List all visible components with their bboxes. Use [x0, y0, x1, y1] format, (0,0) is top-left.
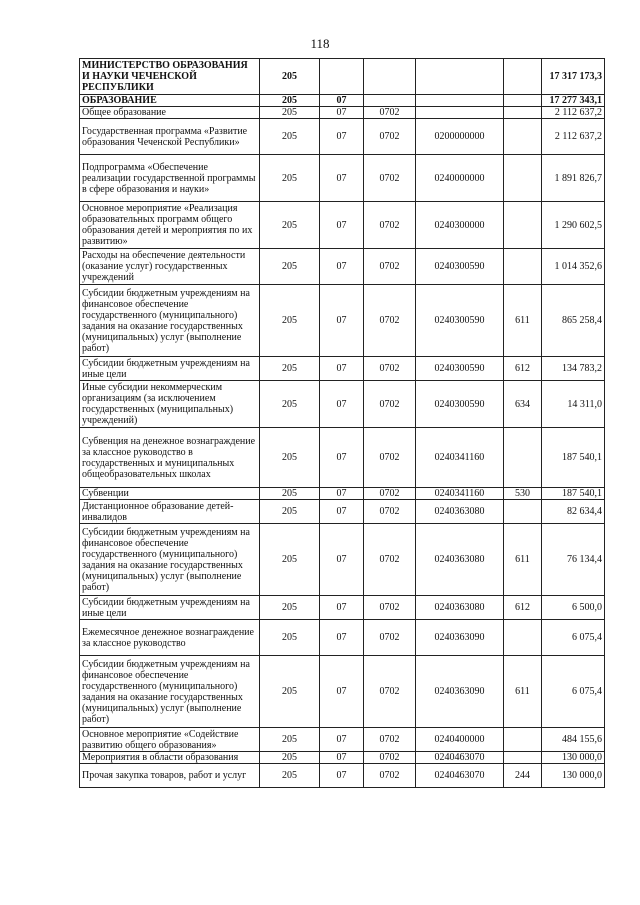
item-name-cell: Иные субсидии некоммерческим организациям (за исключением государственных (муниципальных) учреждений): [80, 381, 260, 428]
table-row: [80, 95, 605, 107]
table-row: [80, 202, 605, 249]
section-code-cell: 07: [320, 285, 364, 357]
target-article-code-cell: 0240363090: [416, 620, 504, 656]
subsection-code-cell: 0702: [364, 764, 416, 788]
subsection-code-cell: 0702: [364, 155, 416, 202]
amount-cell: 17 277 343,1: [542, 95, 605, 107]
item-name-cell: Субвенция на денежное вознаграждение за классное руководство в государственных и муниципальных общеобразовательных школах: [80, 428, 260, 488]
expense-type-code-cell: 611: [504, 285, 542, 357]
ved-code-cell: 205: [260, 596, 320, 620]
amount-cell: 1 014 352,6: [542, 249, 605, 285]
item-name-cell: Субсидии бюджетным учреждениям на иные цели: [80, 596, 260, 620]
section-code-cell: 07: [320, 764, 364, 788]
expense-type-code-cell: [504, 428, 542, 488]
subsection-code-cell: 0702: [364, 357, 416, 381]
section-code-cell: 07: [320, 500, 364, 524]
target-article-code-cell: [416, 107, 504, 119]
expense-type-code-cell: 612: [504, 357, 542, 381]
table-row: [80, 752, 605, 764]
expense-type-code-cell: 611: [504, 524, 542, 596]
expense-type-code-cell: [504, 728, 542, 752]
amount-cell: 17 317 173,3: [542, 59, 605, 95]
table-row: [80, 249, 605, 285]
item-name-cell: Субсидии бюджетным учреждениям на финансовое обеспечение государственного (муниципального) задания на оказание государственных (муниципальных) услуг (выполнение работ): [80, 524, 260, 596]
target-article-code-cell: 0240400000: [416, 728, 504, 752]
ved-code-cell: 205: [260, 524, 320, 596]
ved-code-cell: 205: [260, 249, 320, 285]
target-article-code-cell: 0240463070: [416, 764, 504, 788]
target-article-code-cell: 0240300590: [416, 285, 504, 357]
amount-cell: 82 634,4: [542, 500, 605, 524]
ved-code-cell: 205: [260, 107, 320, 119]
subsection-code-cell: [364, 59, 416, 95]
item-name-cell: Субвенции: [80, 488, 260, 500]
table-row: [80, 620, 605, 656]
subsection-code-cell: 0702: [364, 202, 416, 249]
item-name-cell: Субсидии бюджетным учреждениям на финансовое обеспечение государственного (муниципального) задания на оказание государственных (муниципальных) услуг (выполнение работ): [80, 656, 260, 728]
section-code-cell: 07: [320, 428, 364, 488]
ved-code-cell: 205: [260, 285, 320, 357]
target-article-code-cell: 0240300590: [416, 381, 504, 428]
subsection-code-cell: 0702: [364, 620, 416, 656]
budget-table-body: [80, 59, 605, 788]
expense-type-code-cell: 612: [504, 596, 542, 620]
item-name-cell: Дистанционное образование детей-инвалидов: [80, 500, 260, 524]
ved-code-cell: 205: [260, 620, 320, 656]
amount-cell: 14 311,0: [542, 381, 605, 428]
section-code-cell: 07: [320, 357, 364, 381]
ved-code-cell: 205: [260, 95, 320, 107]
subsection-code-cell: 0702: [364, 107, 416, 119]
target-article-code-cell: [416, 95, 504, 107]
subsection-code-cell: 0702: [364, 488, 416, 500]
amount-cell: 187 540,1: [542, 428, 605, 488]
amount-cell: 2 112 637,2: [542, 119, 605, 155]
item-name-cell: ОБРАЗОВАНИЕ: [80, 95, 260, 107]
item-name-cell: Основное мероприятие «Реализация образовательных программ общего образования детей и мероприятия по их развитию»: [80, 202, 260, 249]
amount-cell: 187 540,1: [542, 488, 605, 500]
expense-type-code-cell: [504, 107, 542, 119]
ved-code-cell: 205: [260, 728, 320, 752]
expense-type-code-cell: 634: [504, 381, 542, 428]
ved-code-cell: 205: [260, 764, 320, 788]
expense-type-code-cell: [504, 752, 542, 764]
expense-type-code-cell: [504, 119, 542, 155]
item-name-cell: Общее образование: [80, 107, 260, 119]
amount-cell: 130 000,0: [542, 764, 605, 788]
target-article-code-cell: 0200000000: [416, 119, 504, 155]
ved-code-cell: 205: [260, 381, 320, 428]
expense-type-code-cell: [504, 620, 542, 656]
subsection-code-cell: 0702: [364, 596, 416, 620]
expense-type-code-cell: [504, 155, 542, 202]
item-name-cell: Субсидии бюджетным учреждениям на иные цели: [80, 357, 260, 381]
table-row: [80, 656, 605, 728]
amount-cell: 6 500,0: [542, 596, 605, 620]
subsection-code-cell: 0702: [364, 119, 416, 155]
target-article-code-cell: 0240341160: [416, 428, 504, 488]
item-name-cell: Основное мероприятие «Содействие развитию общего образования»: [80, 728, 260, 752]
table-row: [80, 764, 605, 788]
subsection-code-cell: 0702: [364, 524, 416, 596]
section-code-cell: 07: [320, 752, 364, 764]
table-row: [80, 728, 605, 752]
target-article-code-cell: [416, 59, 504, 95]
ved-code-cell: 205: [260, 357, 320, 381]
subsection-code-cell: 0702: [364, 249, 416, 285]
amount-cell: 6 075,4: [542, 656, 605, 728]
amount-cell: 484 155,6: [542, 728, 605, 752]
section-code-cell: 07: [320, 596, 364, 620]
table-row: [80, 59, 605, 95]
section-code-cell: 07: [320, 249, 364, 285]
target-article-code-cell: 0240363080: [416, 500, 504, 524]
ved-code-cell: 205: [260, 656, 320, 728]
item-name-cell: Прочая закупка товаров, работ и услуг: [80, 764, 260, 788]
ved-code-cell: 205: [260, 500, 320, 524]
item-name-cell: МИНИСТЕРСТВО ОБРАЗОВАНИЯ И НАУКИ ЧЕЧЕНСКОЙ РЕСПУБЛИКИ: [80, 59, 260, 95]
amount-cell: 130 000,0: [542, 752, 605, 764]
amount-cell: 1 891 826,7: [542, 155, 605, 202]
expense-type-code-cell: [504, 249, 542, 285]
ved-code-cell: 205: [260, 59, 320, 95]
item-name-cell: Государственная программа «Развитие образования Чеченской Республики»: [80, 119, 260, 155]
expense-type-code-cell: 611: [504, 656, 542, 728]
target-article-code-cell: 0240363090: [416, 656, 504, 728]
table-row: [80, 488, 605, 500]
amount-cell: 6 075,4: [542, 620, 605, 656]
amount-cell: 134 783,2: [542, 357, 605, 381]
section-code-cell: 07: [320, 524, 364, 596]
table-row: [80, 155, 605, 202]
table-row: [80, 119, 605, 155]
subsection-code-cell: [364, 95, 416, 107]
amount-cell: 76 134,4: [542, 524, 605, 596]
expense-type-code-cell: [504, 95, 542, 107]
ved-code-cell: 205: [260, 119, 320, 155]
subsection-code-cell: 0702: [364, 285, 416, 357]
section-code-cell: 07: [320, 656, 364, 728]
table-row: [80, 107, 605, 119]
section-code-cell: 07: [320, 155, 364, 202]
table-row: [80, 428, 605, 488]
expense-type-code-cell: 530: [504, 488, 542, 500]
section-code-cell: 07: [320, 202, 364, 249]
target-article-code-cell: 0240300590: [416, 249, 504, 285]
item-name-cell: Подпрограмма «Обеспечение реализации государственной программы в сфере образования и науки»: [80, 155, 260, 202]
ved-code-cell: 205: [260, 155, 320, 202]
page-number: 118: [310, 36, 330, 51]
target-article-code-cell: 0240341160: [416, 488, 504, 500]
amount-cell: 1 290 602,5: [542, 202, 605, 249]
table-row: [80, 524, 605, 596]
table-row: [80, 596, 605, 620]
item-name-cell: Мероприятия в области образования: [80, 752, 260, 764]
table-row: [80, 285, 605, 357]
table-row: [80, 357, 605, 381]
section-code-cell: 07: [320, 620, 364, 656]
subsection-code-cell: 0702: [364, 656, 416, 728]
expense-type-code-cell: [504, 202, 542, 249]
expense-type-code-cell: [504, 59, 542, 95]
item-name-cell: Расходы на обеспечение деятельности (оказание услуг) государственных учреждений: [80, 249, 260, 285]
target-article-code-cell: 0240463070: [416, 752, 504, 764]
section-code-cell: 07: [320, 381, 364, 428]
budget-table: [79, 58, 605, 788]
expense-type-code-cell: [504, 500, 542, 524]
subsection-code-cell: 0702: [364, 752, 416, 764]
table-row: [80, 381, 605, 428]
target-article-code-cell: 0240363080: [416, 524, 504, 596]
section-code-cell: [320, 59, 364, 95]
item-name-cell: Ежемесячное денежное вознаграждение за классное руководство: [80, 620, 260, 656]
amount-cell: 865 258,4: [542, 285, 605, 357]
section-code-cell: 07: [320, 728, 364, 752]
table-row: [80, 500, 605, 524]
ved-code-cell: 205: [260, 202, 320, 249]
section-code-cell: 07: [320, 95, 364, 107]
subsection-code-cell: 0702: [364, 500, 416, 524]
amount-cell: 2 112 637,2: [542, 107, 605, 119]
section-code-cell: 07: [320, 119, 364, 155]
target-article-code-cell: 0240363080: [416, 596, 504, 620]
ved-code-cell: 205: [260, 752, 320, 764]
section-code-cell: 07: [320, 107, 364, 119]
subsection-code-cell: 0702: [364, 381, 416, 428]
item-name-cell: Субсидии бюджетным учреждениям на финансовое обеспечение государственного (муниципального) задания на оказание государственных (муниципальных) услуг (выполнение работ): [80, 285, 260, 357]
subsection-code-cell: 0702: [364, 728, 416, 752]
target-article-code-cell: 0240300590: [416, 357, 504, 381]
subsection-code-cell: 0702: [364, 428, 416, 488]
ved-code-cell: 205: [260, 428, 320, 488]
ved-code-cell: 205: [260, 488, 320, 500]
section-code-cell: 07: [320, 488, 364, 500]
target-article-code-cell: 0240000000: [416, 155, 504, 202]
target-article-code-cell: 0240300000: [416, 202, 504, 249]
expense-type-code-cell: 244: [504, 764, 542, 788]
